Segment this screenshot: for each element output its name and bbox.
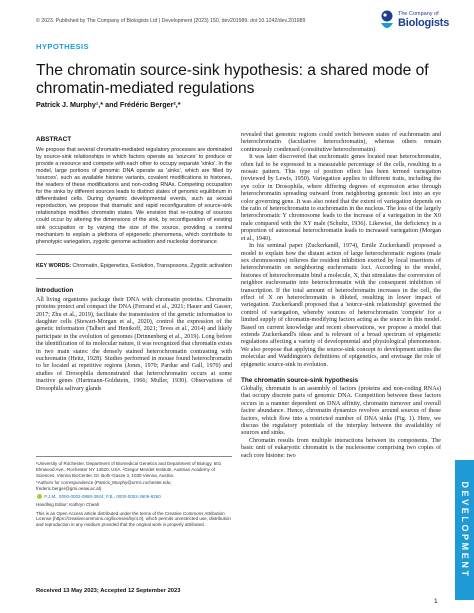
orcid-ids[interactable]: P.J.M., 0000-0002-0880-3924; F.B., 0000-0002-3609-8260 [44, 493, 161, 499]
abstract-section [36, 136, 232, 255]
journal-citation-line: © 2023. Published by The Company of Biologists Ltd | Development (2023) 150, dev201989. doi:10.1242/dev.201989 [36, 18, 306, 24]
right-column [241, 132, 441, 460]
article-title: The chromatin source-sink hypothesis: a shared mode of chromatin-mediated regulations [36, 62, 429, 97]
license-text: This is an Open Access article distributed under the terms of the Creative Commons Attribution License (https://creativecommons.org/licenses/by/4.0), which permits unrestricted use, distribution and reproduction in any medium provided that the original work is properly attributed. [36, 510, 231, 528]
abstract-heading: ABSTRACT [36, 136, 72, 143]
right-paragraph-3: In his seminal paper (Zuckerkandl, 1974), Emile Zuckerkandl proposed a model to explain how the distant action of large heterochromatic regions (male sex chromosomes) relieves the resident inhibition exerted by local insertions of heterochromatin on neighboring euchromatic loci. According to the model, histones of heterochromatin bind a molecule, X, that stimulates the conversion of neighbor euchromatin into heterochromatin with the consequent inhibition of transcription. If the total amount of heterochromatin increases in the cell, the effect of X on heterochromatin is diluted, resulting in lower impact of variegation. Zuckerkandl proposed that a 'source-sink relationship' governed the control of variegation, whereby sources of heterochromatin 'compete' for a limited supply of chromatin-modifying factors acting as the source in this model. Based on current knowledge and recent observations, we propose a model that extends Zuckerkandl's ideas and is relevant of a broad spectrum of epigenetic regulations affecting a variety of developmental and physiological phenomenon. We also propose that applying the source-sink concept to development unites the molecular and Waddington's definitions of epigenetics, and envisage the role of epigenetic source-sink in evolution. [241, 243, 441, 368]
keywords-label: KEY WORDS: [36, 262, 71, 269]
left-column [36, 136, 232, 393]
publisher-logo[interactable] [378, 8, 456, 36]
footnotes [36, 456, 232, 528]
handling-editor: Handling Editor: Kathryn Cheah [36, 501, 100, 507]
correspondence[interactable]: *Authors for correspondence (Patrick_Murphy@urmc.rochester.edu; frederic.berger@gmi.oeaw.ac.at) [36, 480, 172, 492]
page-number: 1 [434, 598, 438, 605]
affiliations: ¹University of Rochester, Department of Biomedical Genetics and Department of Biology, 601 Elmwood Ave., Rochester NY 14620, USA. ²Gregor Mendel Institute, Austrian Academy of Sciences, Vienna BioCenter, Dr. Bohr-Gasse 3, 1030 Vienna, Austria. [36, 461, 222, 478]
introduction-text: All living organisms package their DNA with chromatin proteins. Chromatin proteins protect and compact the DNA (Ferrand et al., 2021; Hauer and Gasser, 2017; Zhu et al., 2019), facilitate the transmission of the genetic information to daughter cells (Stewart-Morgan et al., 2020), control the expression of the genetic information (Talbert and Henikoff, 2021; Teves et al., 2014) and likely participate in the evolution of genomes (Drinnenberg et al., 2019). Long before the identification of its molecular nature, it was recognized that chromatin exists in two main states: the densely stained heterochromatin contrasting with euchromatin (Heitz, 1928). Studies performed in mouse found heterochromatin to be located at repetitive regions (Jones, 1970; Pardue and Gall, 1970) and studies of Drosophila demonstrated that heterochromatin occurs at some inactive genes (Hartmann-Goldstein, 1966; Muller, 1930). Observations of Drosophila salivary glands [36, 296, 232, 392]
right-paragraph-5: Chromatin results from multiple interactions between its components. The basic unit of eukaryotic chromatin is the nucleosome comprising two copies of each core histone: two [241, 437, 441, 459]
received-dates: Received 13 May 2023; Accepted 12 September 2023 [36, 588, 181, 594]
article-type-label: HYPOTHESIS [36, 42, 89, 51]
hypothesis-heading: The chromatin source-sink hypothesis [241, 377, 359, 384]
logo-text-big: Biologists [398, 17, 450, 29]
introduction-heading: Introduction [36, 286, 74, 294]
orcid-line[interactable] [36, 494, 232, 500]
right-paragraph-2: It was later discovered that euchromatic genes located near heterochromatin, often fail to be expressed in a measurable percentage of the cells, resulting in a mosaic pattern. This type of position effect has been termed variegation (reviewed by Lewis, 1950). Variegation applies to different traits, including the eye color in Drosophila, where differing degrees of expression arise through heterochromatin spreading outward from neighboring genomic loci into an eye color governing gene. It was also noted that the extent of variegation depends on the ratio of heterochromatin to euchromatin in the nucleus. The loss of the largely heterochromatic Y chromosome leads to the increase of a variegation in the X0 male compared with the XY male (Schultz, 1936). Likewise, the deficiency in a proportion of autosomal heterochromatin leads to increased variegation (Morgan et al., 1940). [241, 154, 441, 242]
keywords-section [36, 263, 232, 279]
journal-side-bar [455, 460, 474, 600]
keywords-text: Chromatin, Epigenetics, Evolution, Transposons, Zygotic activation [72, 262, 232, 269]
orcid-icon [37, 494, 42, 499]
right-paragraph-4: Globally, chromatin is an assembly of factors (proteins and non-coding RNAs) that occupy discrete parts of genomic DNA. Competition between these factors occurs in a manner dependent on DNA affinity, chromatin turnover and overall factor abundance. Hence, chromatin dynamics revolves around sources of these factors, which flow into a restricted number of DNA sinks (Fig. 1). Here, we discuss the regulatory potentials of the interplay between the availability of sources and sinks. [241, 386, 441, 437]
article-authors[interactable]: Patrick J. Murphy¹,* and Frédéric Berger²,* [36, 100, 181, 109]
side-bar-label: DEVELOPMENT [460, 481, 470, 579]
logo-text-small: The Company of [398, 11, 439, 17]
abstract-text: We propose that several chromatin-mediated regulatory processes are dominated by source-sink relationships in which factors operate as 'sources' to produce or provide a resource and compete with each other to occupy separate 'sinks'. In the model, large portions of genomic DNA operate as 'sinks', which are filled by 'sources', such as available histone variants, covalent modifications to histones, the readers of these modifications and non-coding RNAs. Competing occupation for the sinks by different sources leads to distinct states of genomic equilibrium in differentiated cells. During dynamic developmental events, such as sexual reproduction, we propose that dramatic and rapid reconfiguration of source-sink relationships modifies chromatin states. We envision that re-routing of sources could occur by altering the dimensions of the sink, by reconfiguration of existing sink occupation or by varying the size of the source, providing a central mechanism to explain a plethora of epigenetic phenomena, which contribute to phenotypic variegation, zygotic genome activation and nucleolar dominance. [36, 147, 232, 245]
logo-mark-icon [378, 9, 396, 33]
right-paragraph-1: revealed that genomic regions could switch between states of euchromatin and heterochromatin (facultative heterochromatin), whereas others remain continuously condensed (constitutive heterochromatin). [241, 132, 441, 153]
